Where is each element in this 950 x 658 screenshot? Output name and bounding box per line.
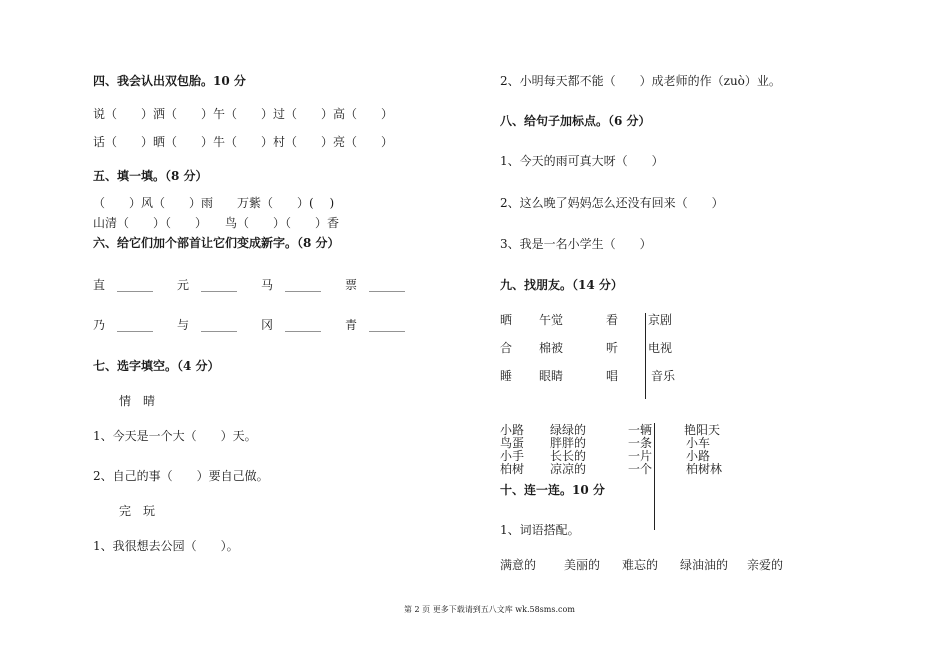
section-5-title: 五、填一填。（8 分） <box>93 169 208 183</box>
match-word: 绿绿的 <box>550 423 587 437</box>
section-7-choice-1: 情 晴 <box>119 394 156 408</box>
match-word: 鸟蛋 <box>500 436 525 450</box>
match-word: 柏树林 <box>686 462 723 476</box>
page-footer: 第 2 页 更多下载请到五八文库 wk.58sms.com <box>404 605 575 614</box>
match-word: 午觉 <box>539 313 564 327</box>
match-word: 一条 <box>628 436 653 450</box>
section-7-question-4: 2、小明每天都不能（ ）成老师的作（zuò）业。 <box>500 74 781 88</box>
section-7-choice-2: 完 玩 <box>119 504 156 518</box>
match-word: 音乐 <box>651 369 676 383</box>
match-word: 一辆 <box>628 423 653 437</box>
match-word: 电视 <box>648 341 673 355</box>
match-word: 小车 <box>686 436 711 450</box>
collocation-word: 难忘的 <box>622 558 659 572</box>
section-8-question-3: 3、我是一名小学生（ ） <box>500 237 652 251</box>
match-word: 凉凉的 <box>550 462 587 476</box>
section-8-title: 八、给句子加标点。（6 分） <box>500 114 651 128</box>
section-6-title: 六、给它们加个部首让它们变成新字。（8 分） <box>93 236 340 250</box>
match-word: 小路 <box>686 449 711 463</box>
section-4-title: 四、我会认出双包胎。10 分 <box>93 74 246 88</box>
match-word: 一片 <box>628 449 653 463</box>
section-9-title: 九、找朋友。（14 分） <box>500 278 623 292</box>
section-5-row-2: 山清（ ）（ ） 鸟（ ）（ ）香 <box>93 216 340 230</box>
match-word: 柏树 <box>500 462 525 476</box>
match-word: 眼睛 <box>539 369 564 383</box>
match-word: 唱 <box>606 369 619 383</box>
match-word: 长长的 <box>550 449 587 463</box>
match-word: 合 <box>500 341 513 355</box>
section-7-question-1: 1、今天是一个大（ ）天。 <box>93 429 257 443</box>
collocation-word: 满意的 <box>500 558 537 572</box>
match-word: 晒 <box>500 313 513 327</box>
section-4-row-2: 话（ ）晒（ ）牛（ ）村（ ）亮（ ） <box>93 135 394 149</box>
section-8-question-1: 1、今天的雨可真大呀（ ） <box>500 154 664 168</box>
match-word: 一个 <box>628 462 653 476</box>
match-word: 听 <box>606 341 619 355</box>
match-word: 睡 <box>500 369 513 383</box>
match-word: 小路 <box>500 423 525 437</box>
match-word: 胖胖的 <box>550 436 587 450</box>
match-word: 看 <box>606 313 619 327</box>
collocation-word: 亲爱的 <box>747 558 784 572</box>
section-7-question-3: 1、我很想去公园（ ）。 <box>93 539 239 553</box>
section-10-question-1: 1、词语搭配。 <box>500 523 580 537</box>
section-6-row-2: 乃 ______ 与 ______ 冈 ______ 青 ______ <box>93 318 406 332</box>
section-5-row-1: （ ）风（ ）雨 万紫（ ）( ) <box>93 196 335 210</box>
collocation-word: 绿油油的 <box>680 558 729 572</box>
match-word: 艳阳天 <box>684 423 721 437</box>
section-8-question-2: 2、这么晚了妈妈怎么还没有回来（ ） <box>500 196 724 210</box>
match-word: 京剧 <box>648 313 673 327</box>
section-7-title: 七、选字填空。（4 分） <box>93 359 220 373</box>
match-word: 小手 <box>500 449 525 463</box>
section-6-row-1: 直 ______ 元 ______ 马 ______ 票 ______ <box>93 278 406 292</box>
section-7-question-2: 2、自己的事（ ）要自己做。 <box>93 469 269 483</box>
divider-line <box>645 313 646 399</box>
collocation-word: 美丽的 <box>564 558 601 572</box>
section-4-row-1: 说（ ）洒（ ）午（ ）过（ ）高（ ） <box>93 107 394 121</box>
match-word: 棉被 <box>539 341 564 355</box>
section-10-title: 十、连一连。10 分 <box>500 483 605 497</box>
divider-line <box>654 423 655 530</box>
